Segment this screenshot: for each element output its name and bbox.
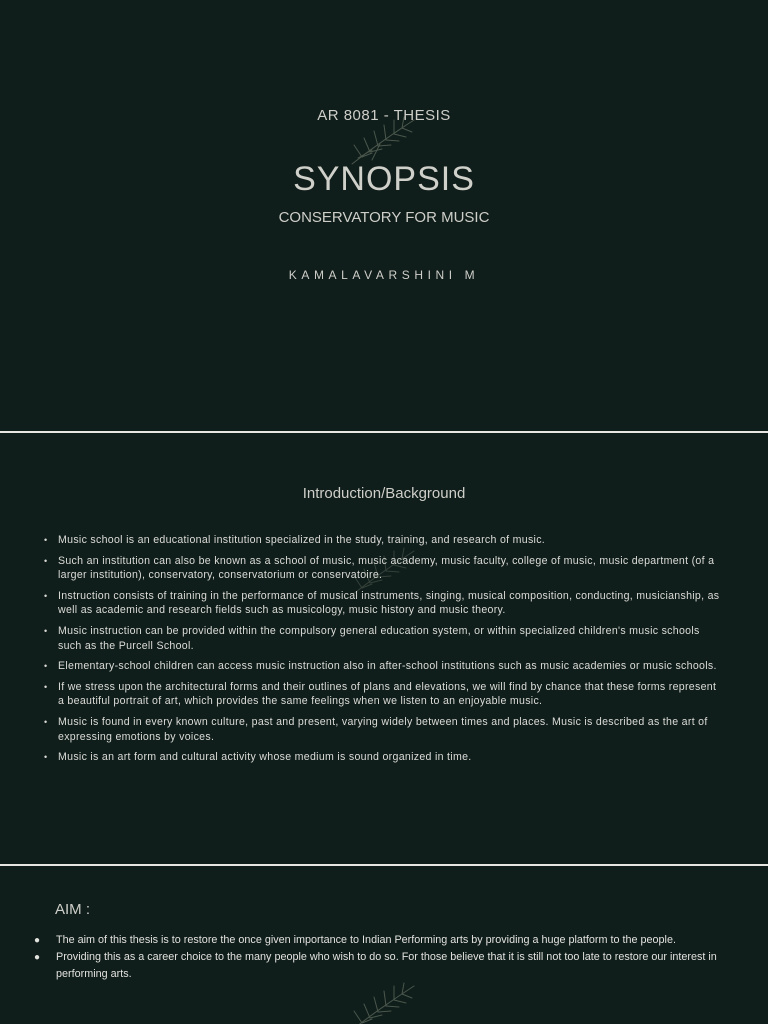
list-item — [34, 932, 744, 949]
introduction-list — [44, 533, 724, 771]
bullet-icon: • — [44, 535, 48, 545]
list-item — [44, 624, 724, 653]
bullet-icon: • — [44, 590, 48, 601]
list-item — [44, 715, 724, 744]
list-item-text: Music school is an educational institution specialized in the study, training, and research of music. — [58, 534, 546, 546]
bullet-icon: • — [44, 555, 48, 566]
list-item-text: If we stress upon the architectural forms and their outlines of plans and elevations, we will find by chance that these forms represent a beautiful portrait of art, which provides the same feelings when we listen to an enjoyable music. — [58, 680, 717, 708]
list-item — [44, 589, 724, 618]
list-item-text: Elementary-school children can access music instruction also in after-school institutions such as music academies or music schools. — [58, 660, 717, 673]
pine-branch-icon — [342, 978, 422, 1024]
list-item — [44, 554, 724, 583]
list-item-text: Music is found in every known culture, past and present, varying widely between times and places. Music is described as the art of expressing emotions by voices. — [58, 715, 708, 743]
bullet-icon: • — [44, 661, 48, 672]
list-item-text: Providing this as a career choice to the many people who wish to do so. For those believe that it is still not too late to restore our interest in performing arts. — [56, 951, 717, 980]
list-item-text: The aim of this thesis is to restore the once given importance to Indian Performing arts by providing a huge platform to the people. — [56, 934, 676, 946]
bullet-icon: • — [44, 681, 48, 692]
list-item-text: Such an institution can also be known as a school of music, music academy, music faculty, college of music, music department (of a larger institution), conservatory, conservatorium or conservatoire. — [58, 554, 715, 582]
page-title: SYNOPSIS — [293, 160, 475, 198]
bullet-icon: • — [44, 752, 48, 763]
introduction-slide — [0, 433, 768, 864]
author-name: KAMALAVARSHINI M — [288, 268, 480, 282]
course-code: AR 8081 - THESIS — [317, 107, 451, 124]
aim-list — [34, 932, 744, 983]
aim-heading: AIM : — [55, 901, 91, 918]
list-item-text: Music is an art form and cultural activity whose medium is sound organized in time. — [58, 751, 472, 764]
bullet-icon: ● — [34, 952, 41, 963]
list-item — [34, 949, 744, 983]
list-item-text: Instruction consists of training in the performance of musical instruments, singing, musical composition, conducting, musicianship, as well as academic and research fields such as musicology, music history and music theory. — [58, 589, 720, 617]
project-subtitle: CONSERVATORY FOR MUSIC — [278, 209, 490, 226]
list-item — [44, 533, 724, 548]
cover-slide — [0, 0, 768, 431]
bullet-icon: • — [44, 625, 48, 636]
bullet-icon: ● — [34, 935, 41, 946]
list-item — [44, 750, 724, 765]
aim-slide — [0, 866, 768, 1024]
bullet-icon: • — [44, 716, 48, 727]
list-item-text: Music instruction can be provided within the compulsory general education system, or within specialized children's music schools such as the Purcell School. — [58, 624, 700, 652]
list-item — [44, 659, 724, 674]
list-item — [44, 680, 724, 709]
introduction-heading: Introduction/Background — [302, 485, 466, 502]
